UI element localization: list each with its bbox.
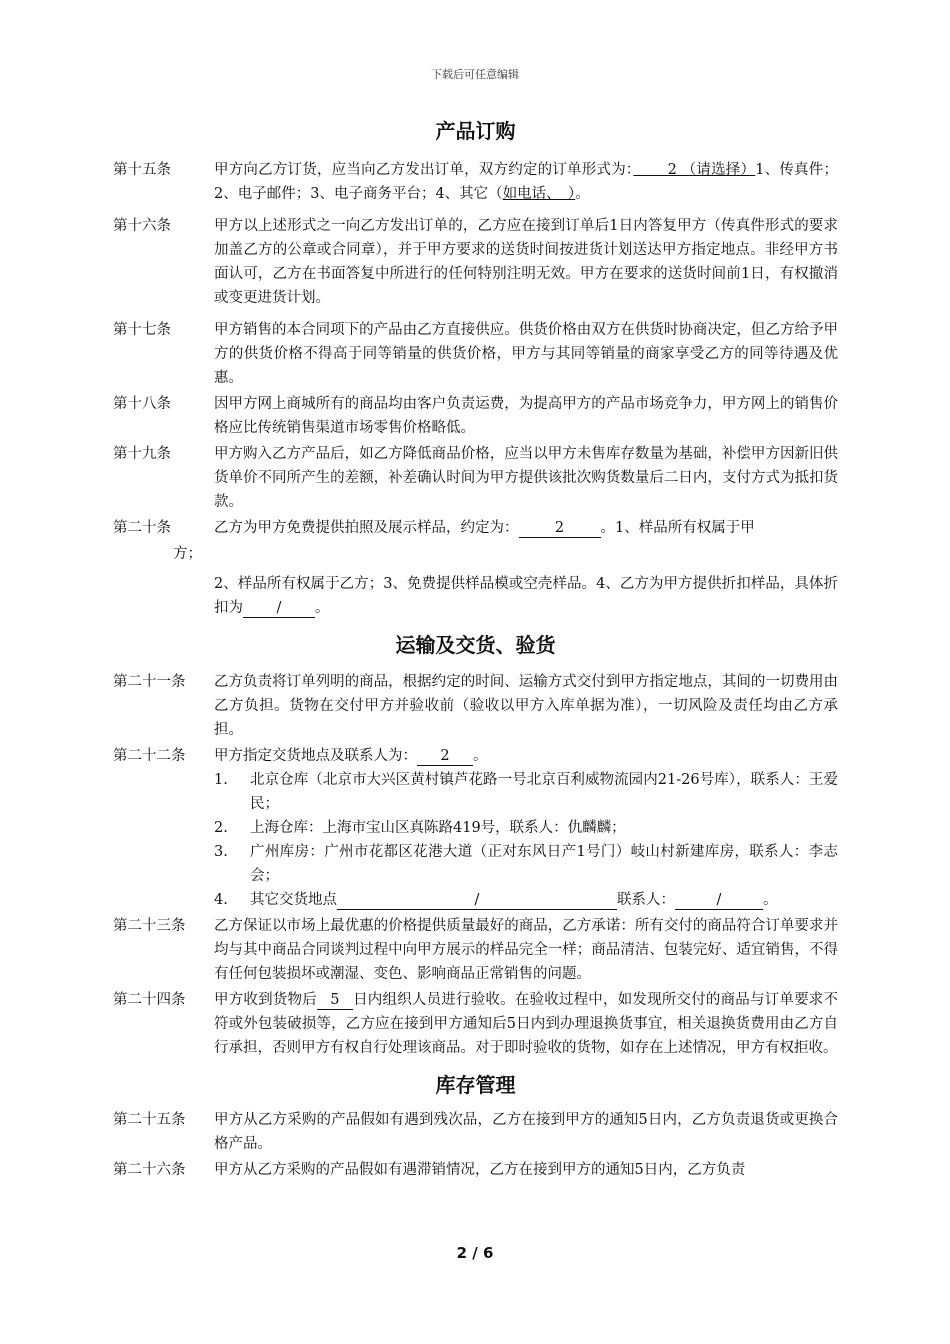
inspection-days-blank: 5 bbox=[317, 991, 353, 1010]
article-text: 甲方购入乙方产品后，如乙方降低商品价格，应当以甲方未售库存数量为基础，补偿甲方因新旧供货单价不同所产生的差额，补差确认时间为甲方提供该批次购货数量后二日内，支付方式为抵扣货款。 bbox=[214, 446, 838, 510]
article-label: 第二十六条 bbox=[113, 1162, 186, 1178]
list-item: 2. 上海仓库：上海市宝山区真陈路419号，联系人：仇麟麟； bbox=[214, 820, 626, 836]
article-25 bbox=[113, 1108, 838, 1156]
list-item: 4. 其它交货地点 / 联系人： / 。 bbox=[214, 892, 778, 908]
section-title-inventory: 库存管理 bbox=[435, 1073, 516, 1097]
discount-blank: / bbox=[243, 599, 315, 618]
article-21 bbox=[113, 670, 838, 742]
article-text: 甲方收到货物后 5 日内组织人员进行验收。在验收过程中，如发现所交付的商品与订单要求不符或外包装破损等，乙方应在接到甲方通知后5日内到办理退换货事宜，相关退换货费用由乙方自行承担，否则甲方有权自行处理该商品。对于即时验收的货物，如存在上述情况，甲方有权拒收。 bbox=[214, 992, 839, 1056]
other-contact-blank: / bbox=[675, 891, 763, 910]
article-label: 第十七条 bbox=[113, 322, 171, 338]
article-label: 第十九条 bbox=[113, 446, 171, 462]
other-form-note: 如电话、 ） bbox=[502, 186, 576, 202]
article-15 bbox=[113, 158, 838, 206]
article-20-continued bbox=[113, 542, 838, 566]
article-label: 第二十四条 bbox=[113, 992, 186, 1008]
article-text: 乙方保证以市场上最优惠的价格提供质量最好的商品，乙方承诺：所有交付的商品符合订单要求并均与其中商品合同谈判过程中向甲方展示的样品完全一样；商品清洁、包装完好、适宜销售，不得有任何包装损坏或潮湿、变色、影响商品正常销售的问题。 bbox=[214, 918, 838, 982]
article-20 bbox=[113, 516, 838, 540]
sample-choice-blank: 2 bbox=[519, 519, 601, 538]
document-body bbox=[113, 118, 838, 1184]
article-text: 甲方销售的本合同项下的产品由乙方直接供应。供货价格由双方在供货时协商决定，但乙方给予甲方的供货价格不得高于同等销量的供货价格，甲方与其同等销量的商家享受乙方的同等待遇及优惠。 bbox=[214, 322, 838, 386]
article-text: 甲方从乙方采购的产品假如有遇到残次品，乙方在接到甲方的通知5日内，乙方负责退货或更换合格产品。 bbox=[214, 1112, 838, 1152]
article-label: 第二十一条 bbox=[113, 674, 186, 690]
list-item: 3. 广州库房：广州市花都区花港大道（正对东风日产1号门）岐山村新建库房，联系人：李志会； bbox=[214, 844, 838, 884]
article-label: 第十五条 bbox=[113, 162, 171, 178]
article-text: 甲方向乙方订货，应当向乙方发出订单，双方约定的订单形式为： 2 （请选择）1、传真件；2、电子邮件；3、电子商务平台；4、其它（如电话、 ）。 bbox=[214, 162, 838, 202]
section-title-transport: 运输及交货、验货 bbox=[395, 633, 556, 657]
article-label: 第十八条 bbox=[113, 396, 171, 412]
article-text: 乙方为甲方免费提供拍照及展示样品，约定为： 2 。1、样品所有权属于甲 bbox=[214, 520, 755, 536]
article-22 bbox=[113, 744, 838, 912]
article-label: 第二十条 bbox=[113, 520, 171, 536]
delivery-location-list bbox=[214, 768, 838, 912]
article-text: 2、样品所有权属于乙方；3、免费提供样品模或空壳样品。4、乙方为甲方提供折扣样品，具体折扣为 / 。 bbox=[214, 576, 838, 616]
article-17 bbox=[113, 318, 838, 390]
article-16 bbox=[113, 214, 838, 310]
other-location-blank: / bbox=[337, 891, 617, 910]
article-18 bbox=[113, 392, 838, 440]
article-23 bbox=[113, 914, 838, 986]
article-text: 甲方指定交货地点及联系人为： 2 。 1. 北京仓库（北京市大兴区黄村镇芦花路一号北京百利威物流园内21-26号库），联系人：王爱民； 2. 上海仓库：上海市宝山区真陈路419号，联系人：仇麟麟； 3. 广州库房：广州市花都区花港大道（正对东风日产1号门）岐山村新建库房，联系人：李志会； 4. 其它交货地点 / 联系人： / 。 bbox=[214, 744, 838, 912]
article-26 bbox=[113, 1158, 838, 1182]
article-text: 乙方负责将订单列明的商品，根据约定的时间、运输方式交付到甲方指定地点，其间的一切费用由乙方负担。货物在交付甲方并验收前（验收以甲方入库单据为准），一切风险及责任均由乙方承担。 bbox=[214, 674, 838, 738]
article-text: 甲方以上述形式之一向乙方发出订单的，乙方应在接到订单后1日内答复甲方（传真件形式的要求加盖乙方的公章或合同章），并于甲方要求的送货时间按进货计划送达甲方指定地点。非经甲方书面认可，乙方在书面答复中所进行的任何特别注明无效。甲方在要求的送货时间前1日，有权撤消或变更进货计划。 bbox=[214, 218, 838, 306]
list-item: 1. 北京仓库（北京市大兴区黄村镇芦花路一号北京百利威物流园内21-26号库），联系人：王爱民； bbox=[214, 772, 838, 812]
article-label-tail: 方； bbox=[173, 546, 202, 562]
order-form-choice: 2 （请选择） bbox=[633, 162, 756, 178]
page-number: 2 / 6 bbox=[456, 1244, 494, 1262]
article-label: 第二十三条 bbox=[113, 918, 186, 934]
section-title-product-order: 产品订购 bbox=[435, 119, 516, 143]
article-label: 第二十五条 bbox=[113, 1112, 186, 1128]
article-19 bbox=[113, 442, 838, 514]
article-24 bbox=[113, 988, 838, 1060]
header-note: 下载后可任意编辑 bbox=[431, 68, 519, 81]
delivery-choice-blank: 2 bbox=[417, 747, 473, 766]
article-text: 因甲方网上商城所有的商品均由客户负责运费，为提高甲方的产品市场竞争力，甲方网上的销售价格应比传统销售渠道市场零售价格略低。 bbox=[214, 396, 838, 436]
article-label: 第二十二条 bbox=[113, 748, 186, 764]
article-label: 第十六条 bbox=[113, 218, 171, 234]
article-text: 甲方从乙方采购的产品假如有遇滞销情况，乙方在接到甲方的通知5日内，乙方负责 bbox=[214, 1162, 746, 1178]
article-20-options bbox=[113, 572, 838, 620]
